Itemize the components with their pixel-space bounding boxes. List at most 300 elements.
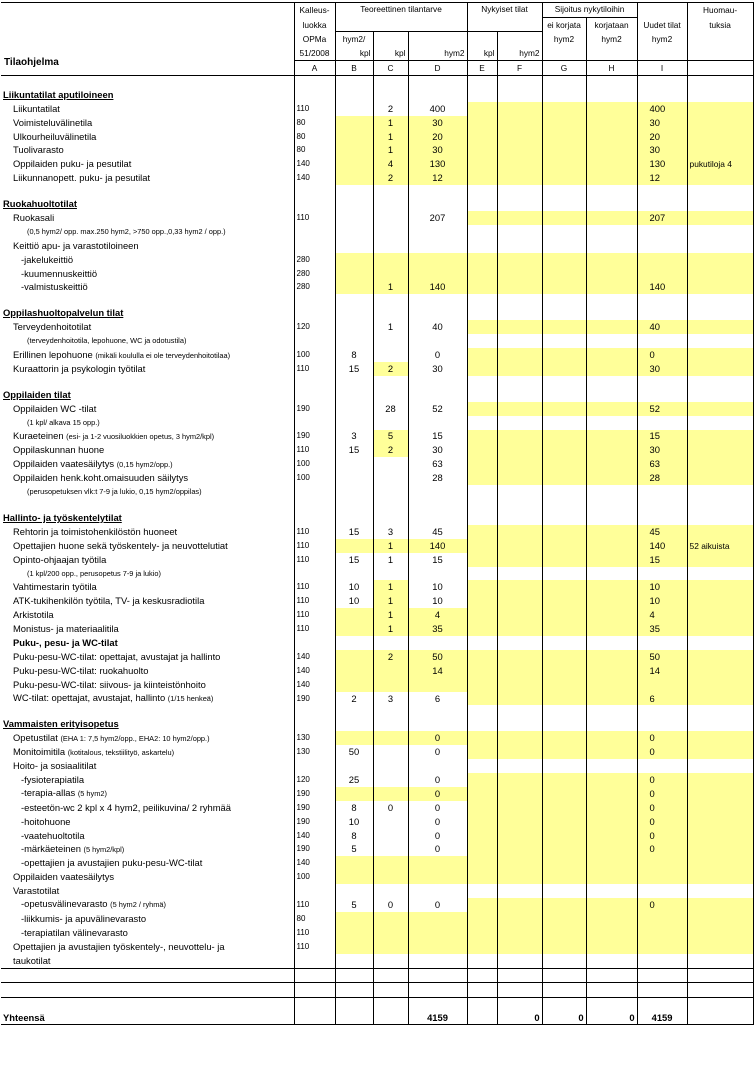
cell-i: 207	[637, 211, 687, 225]
room-label: Rehtorin ja toimistohenkilöstön huoneet	[13, 525, 178, 537]
room-label: Vahtimestarin työtila	[13, 581, 97, 593]
cell-a: 140	[294, 650, 335, 664]
cell-e	[467, 829, 497, 843]
cell-b	[335, 678, 373, 692]
cell-d	[408, 388, 467, 402]
cell-d	[408, 912, 467, 926]
cell-i	[637, 388, 687, 402]
cell-a: 130	[294, 731, 335, 745]
cell-a: 80	[294, 116, 335, 130]
cell-b	[335, 157, 373, 171]
room-label: Liikunnanopett. puku- ja pesutilat	[13, 172, 151, 184]
cell-e	[467, 485, 497, 499]
cell-c	[373, 664, 408, 678]
table-row	[1, 650, 753, 664]
cell-e	[467, 525, 497, 539]
cell-h	[586, 954, 637, 968]
cell-a: 190	[294, 692, 335, 706]
cell-e	[467, 773, 497, 787]
cell-note	[687, 622, 753, 636]
h-unit-2: hym2	[586, 32, 637, 46]
cell-d	[408, 870, 467, 884]
cell-f	[497, 912, 542, 926]
table-row	[1, 430, 753, 444]
cell-g	[542, 388, 586, 402]
cell-d: 15	[408, 553, 467, 567]
cell-a: 190	[294, 787, 335, 801]
cell-h	[586, 829, 637, 843]
cell-note	[687, 717, 753, 731]
b-unit-2: kpl	[335, 46, 373, 60]
section-header-row	[1, 306, 753, 320]
cell-note	[687, 926, 753, 940]
cell-note	[687, 281, 753, 295]
cell-note	[687, 306, 753, 320]
cell-i: 0	[637, 815, 687, 829]
total-cell-c	[373, 998, 408, 1025]
room-label	[1, 842, 294, 856]
cell-i	[637, 940, 687, 954]
section-title: Liikuntatilat aputiloineen	[3, 88, 114, 100]
cell-g	[542, 842, 586, 856]
cell-b	[335, 88, 373, 102]
room-label	[1, 692, 294, 706]
cell-d: 52	[408, 402, 467, 416]
table-row	[1, 594, 753, 608]
cell-g	[542, 402, 586, 416]
cell-note	[687, 320, 753, 334]
total-cell-a	[294, 998, 335, 1025]
cell-f	[497, 267, 542, 281]
column-letter-e: E	[467, 61, 497, 76]
cell-b: 10	[335, 594, 373, 608]
cell-b	[335, 940, 373, 954]
cell-c: 0	[373, 898, 408, 912]
cell-d: 0	[408, 815, 467, 829]
group-notes-head-2: tuksia	[687, 17, 753, 31]
cell-h	[586, 88, 637, 102]
cell-a	[294, 239, 335, 253]
cell-h	[586, 416, 637, 430]
cell-a	[294, 954, 335, 968]
cell-d: 130	[408, 157, 467, 171]
cell-g	[542, 157, 586, 171]
cell-h	[586, 898, 637, 912]
cell-f	[497, 717, 542, 731]
cell-e	[467, 443, 497, 457]
cell-f	[497, 225, 542, 239]
cell-i: 4	[637, 608, 687, 622]
table-row	[1, 348, 753, 362]
cell-note	[687, 511, 753, 525]
group-current-head: Nykyiset tilat	[467, 3, 542, 32]
cell-d	[408, 926, 467, 940]
cell-i: 30	[637, 144, 687, 158]
cell-g	[542, 88, 586, 102]
cell-h	[586, 388, 637, 402]
cell-e	[467, 334, 497, 348]
room-label: -liikkumis- ja apuvälinevarasto	[21, 912, 147, 924]
cell-f	[497, 471, 542, 485]
cell-a: 100	[294, 870, 335, 884]
cell-i	[637, 954, 687, 968]
cell-g	[542, 650, 586, 664]
cell-d: 30	[408, 362, 467, 376]
spacer-row	[1, 376, 753, 388]
cell-g	[542, 717, 586, 731]
cell-h	[586, 116, 637, 130]
cell-h	[586, 664, 637, 678]
cell-note	[687, 664, 753, 678]
cell-b	[335, 608, 373, 622]
cell-f	[497, 594, 542, 608]
cell-h	[586, 348, 637, 362]
cell-f	[497, 253, 542, 267]
room-label: Opinto-ohjaajan työtila	[13, 553, 107, 565]
cell-i: 45	[637, 525, 687, 539]
cell-e	[467, 239, 497, 253]
cell-e	[467, 815, 497, 829]
cell-f	[497, 759, 542, 773]
cell-b	[335, 171, 373, 185]
cell-d	[408, 253, 467, 267]
cell-g	[542, 731, 586, 745]
cell-i	[637, 88, 687, 102]
cell-h	[586, 773, 637, 787]
cell-g	[542, 787, 586, 801]
cell-b: 8	[335, 348, 373, 362]
cell-c	[373, 197, 408, 211]
room-label: Oppilaiden WC -tilat	[13, 402, 97, 414]
cell-e	[467, 717, 497, 731]
room-spec: (1/15 henkeä)	[167, 694, 214, 704]
cell-c: 1	[373, 594, 408, 608]
group-notes-head-1: Huomau-	[687, 3, 753, 18]
table-row	[1, 608, 753, 622]
col-a-head-1: Kalleus-	[294, 3, 335, 18]
cell-c	[373, 485, 408, 499]
cell-e	[467, 940, 497, 954]
cell-g	[542, 102, 586, 116]
room-label: ATK-tukihenkilön työtila, TV- ja keskusradiotila	[13, 595, 205, 607]
cell-i: 140	[637, 539, 687, 553]
cell-c	[373, 815, 408, 829]
cell-g	[542, 348, 586, 362]
room-label: -hoitohuone	[21, 815, 71, 827]
cell-a: 190	[294, 801, 335, 815]
cell-h	[586, 102, 637, 116]
cell-note	[687, 856, 753, 870]
cell-h	[586, 267, 637, 281]
cell-g	[542, 306, 586, 320]
cell-c	[373, 239, 408, 253]
group-theory-head: Teoreettinen tilantarve	[335, 3, 467, 32]
cell-d	[408, 88, 467, 102]
cell-note	[687, 650, 753, 664]
cell-e	[467, 567, 497, 581]
cell-d	[408, 884, 467, 898]
spacer-row	[1, 705, 753, 717]
cell-f	[497, 116, 542, 130]
cell-b	[335, 320, 373, 334]
cell-e	[467, 457, 497, 471]
cell-b: 15	[335, 443, 373, 457]
cell-b	[335, 334, 373, 348]
cell-note	[687, 144, 753, 158]
cell-b	[335, 402, 373, 416]
room-label: Terveydenhoitotilat	[13, 321, 92, 333]
cell-d: 0	[408, 898, 467, 912]
room-label: -kuumennuskeittiö	[21, 267, 98, 279]
cell-a	[294, 485, 335, 499]
cell-d: 0	[408, 801, 467, 815]
total-cell-i: 4159	[637, 998, 687, 1025]
cell-a: 100	[294, 348, 335, 362]
table-row	[1, 954, 753, 968]
cell-a	[294, 511, 335, 525]
cell-note	[687, 745, 753, 759]
cell-i: 15	[637, 553, 687, 567]
table-row	[1, 940, 753, 954]
total-cell-h: 0	[586, 998, 637, 1025]
table-row	[1, 898, 753, 912]
cell-f	[497, 829, 542, 843]
cell-c	[373, 731, 408, 745]
cell-f	[497, 102, 542, 116]
room-label: Puku-pesu-WC-tilat: ruokahuolto	[13, 664, 149, 676]
room-label: Puku-pesu-WC-tilat: siivous- ja kiinteistönhoito	[13, 678, 206, 690]
table-row	[1, 539, 753, 553]
cell-a: 280	[294, 281, 335, 295]
cell-b	[335, 650, 373, 664]
cell-e	[467, 787, 497, 801]
cell-f	[497, 842, 542, 856]
cell-h	[586, 787, 637, 801]
cell-h	[586, 430, 637, 444]
cell-h	[586, 801, 637, 815]
cell-a: 110	[294, 553, 335, 567]
room-spec: (5 hym2/kpl)	[83, 844, 125, 854]
cell-d: 30	[408, 443, 467, 457]
cell-f	[497, 731, 542, 745]
cell-i: 0	[637, 731, 687, 745]
cell-f	[497, 664, 542, 678]
cell-a: 190	[294, 815, 335, 829]
room-name: WC-tilat: opettajat, avustajat, hallinto	[13, 692, 166, 704]
room-label: -vaatehuoltotila	[21, 829, 85, 841]
table-row	[1, 471, 753, 485]
cell-e	[467, 88, 497, 102]
cell-e	[467, 650, 497, 664]
cell-e	[467, 253, 497, 267]
cell-a: 110	[294, 539, 335, 553]
cell-c	[373, 759, 408, 773]
cell-i	[637, 239, 687, 253]
cell-d	[408, 567, 467, 581]
cell-i: 30	[637, 362, 687, 376]
cell-b	[335, 388, 373, 402]
cell-e	[467, 745, 497, 759]
cell-g	[542, 856, 586, 870]
room-name: Erillinen lepohuone	[13, 348, 93, 360]
cell-b: 3	[335, 430, 373, 444]
cell-d	[408, 334, 467, 348]
cell-e	[467, 539, 497, 553]
cell-e	[467, 102, 497, 116]
cell-g	[542, 745, 586, 759]
table-row	[1, 102, 753, 116]
cell-note	[687, 197, 753, 211]
cell-f	[497, 580, 542, 594]
cell-g	[542, 608, 586, 622]
cell-h	[586, 678, 637, 692]
cell-e	[467, 678, 497, 692]
room-label: -terapiatilan välinevarasto	[21, 926, 128, 938]
cell-f	[497, 443, 542, 457]
cell-note	[687, 940, 753, 954]
total-cell-f: 0	[497, 998, 542, 1025]
cell-d: 207	[408, 211, 467, 225]
cell-d: 0	[408, 731, 467, 745]
cell-d: 30	[408, 116, 467, 130]
cell-g	[542, 430, 586, 444]
cell-e	[467, 553, 497, 567]
cell-a	[294, 636, 335, 650]
cell-c: 1	[373, 144, 408, 158]
cell-i	[637, 334, 687, 348]
cell-d	[408, 759, 467, 773]
cell-f	[497, 416, 542, 430]
note-row	[1, 485, 753, 499]
section-header-row	[1, 197, 753, 211]
cell-g	[542, 225, 586, 239]
cell-f	[497, 239, 542, 253]
room-label: -jakelukeittiö	[21, 253, 74, 265]
cell-c	[373, 940, 408, 954]
room-label: Varastotilat	[13, 885, 60, 897]
cell-h	[586, 636, 637, 650]
cell-f	[497, 539, 542, 553]
room-spec: (mikäli koululla ei ole terveydenhoitotilaa)	[95, 350, 231, 360]
cell-h	[586, 842, 637, 856]
section-title: Ruokahuoltotilat	[3, 198, 77, 210]
cell-i	[637, 884, 687, 898]
cell-e	[467, 511, 497, 525]
group-new-head-2: hym2	[637, 32, 687, 46]
spacer-row	[1, 75, 753, 88]
cell-b	[335, 197, 373, 211]
table-row	[1, 622, 753, 636]
cell-a: 110	[294, 622, 335, 636]
d-unit: hym2	[408, 46, 467, 60]
cell-h	[586, 717, 637, 731]
cell-f	[497, 787, 542, 801]
cell-f	[497, 898, 542, 912]
table-row	[1, 692, 753, 706]
cell-b	[335, 926, 373, 940]
cell-i: 0	[637, 773, 687, 787]
column-letter-h: H	[586, 61, 637, 76]
cell-c: 2	[373, 171, 408, 185]
cell-i	[637, 759, 687, 773]
cell-c	[373, 225, 408, 239]
cell-d: 50	[408, 650, 467, 664]
cell-i	[637, 511, 687, 525]
table-row	[1, 362, 753, 376]
cell-b	[335, 912, 373, 926]
cell-note	[687, 731, 753, 745]
cell-g	[542, 940, 586, 954]
cell-note: 52 aikuista	[687, 539, 753, 553]
section-title: Hallinto- ja työskentelytilat	[3, 511, 122, 523]
cell-f	[497, 553, 542, 567]
cell-g	[542, 580, 586, 594]
room-label: Voimisteluvälinetila	[13, 116, 93, 128]
cell-h	[586, 485, 637, 499]
cell-a: 100	[294, 457, 335, 471]
cell-f	[497, 334, 542, 348]
cell-g	[542, 912, 586, 926]
cell-g	[542, 829, 586, 843]
cell-h	[586, 511, 637, 525]
cell-note	[687, 171, 753, 185]
blank-row	[1, 983, 753, 998]
cell-i	[637, 567, 687, 581]
table-row	[1, 773, 753, 787]
cell-c	[373, 884, 408, 898]
cell-f	[497, 745, 542, 759]
cell-d: 12	[408, 171, 467, 185]
cell-c: 1	[373, 622, 408, 636]
cell-g	[542, 362, 586, 376]
cell-g	[542, 416, 586, 430]
cell-note	[687, 471, 753, 485]
room-name: Kuraeteinen	[13, 429, 64, 441]
cell-g	[542, 539, 586, 553]
cell-g	[542, 759, 586, 773]
cell-i	[637, 416, 687, 430]
cell-h	[586, 815, 637, 829]
cell-h	[586, 197, 637, 211]
cell-e	[467, 884, 497, 898]
cell-i	[637, 678, 687, 692]
room-label: Liikuntatilat	[13, 102, 60, 114]
cell-c: 1	[373, 580, 408, 594]
cell-b	[335, 622, 373, 636]
cell-i: 15	[637, 430, 687, 444]
cell-i: 10	[637, 580, 687, 594]
cell-c: 3	[373, 525, 408, 539]
cell-f	[497, 348, 542, 362]
cell-d: 63	[408, 457, 467, 471]
cell-c: 1	[373, 320, 408, 334]
cell-c	[373, 954, 408, 968]
cell-c: 0	[373, 801, 408, 815]
cell-note	[687, 829, 753, 843]
cell-b	[335, 144, 373, 158]
cell-h	[586, 525, 637, 539]
cell-h	[586, 471, 637, 485]
cell-g	[542, 898, 586, 912]
cell-i: 35	[637, 622, 687, 636]
cell-e	[467, 116, 497, 130]
cell-note	[687, 416, 753, 430]
cell-f	[497, 171, 542, 185]
cell-c	[373, 388, 408, 402]
cell-a: 110	[294, 102, 335, 116]
room-label	[1, 731, 294, 745]
cell-b	[335, 130, 373, 144]
